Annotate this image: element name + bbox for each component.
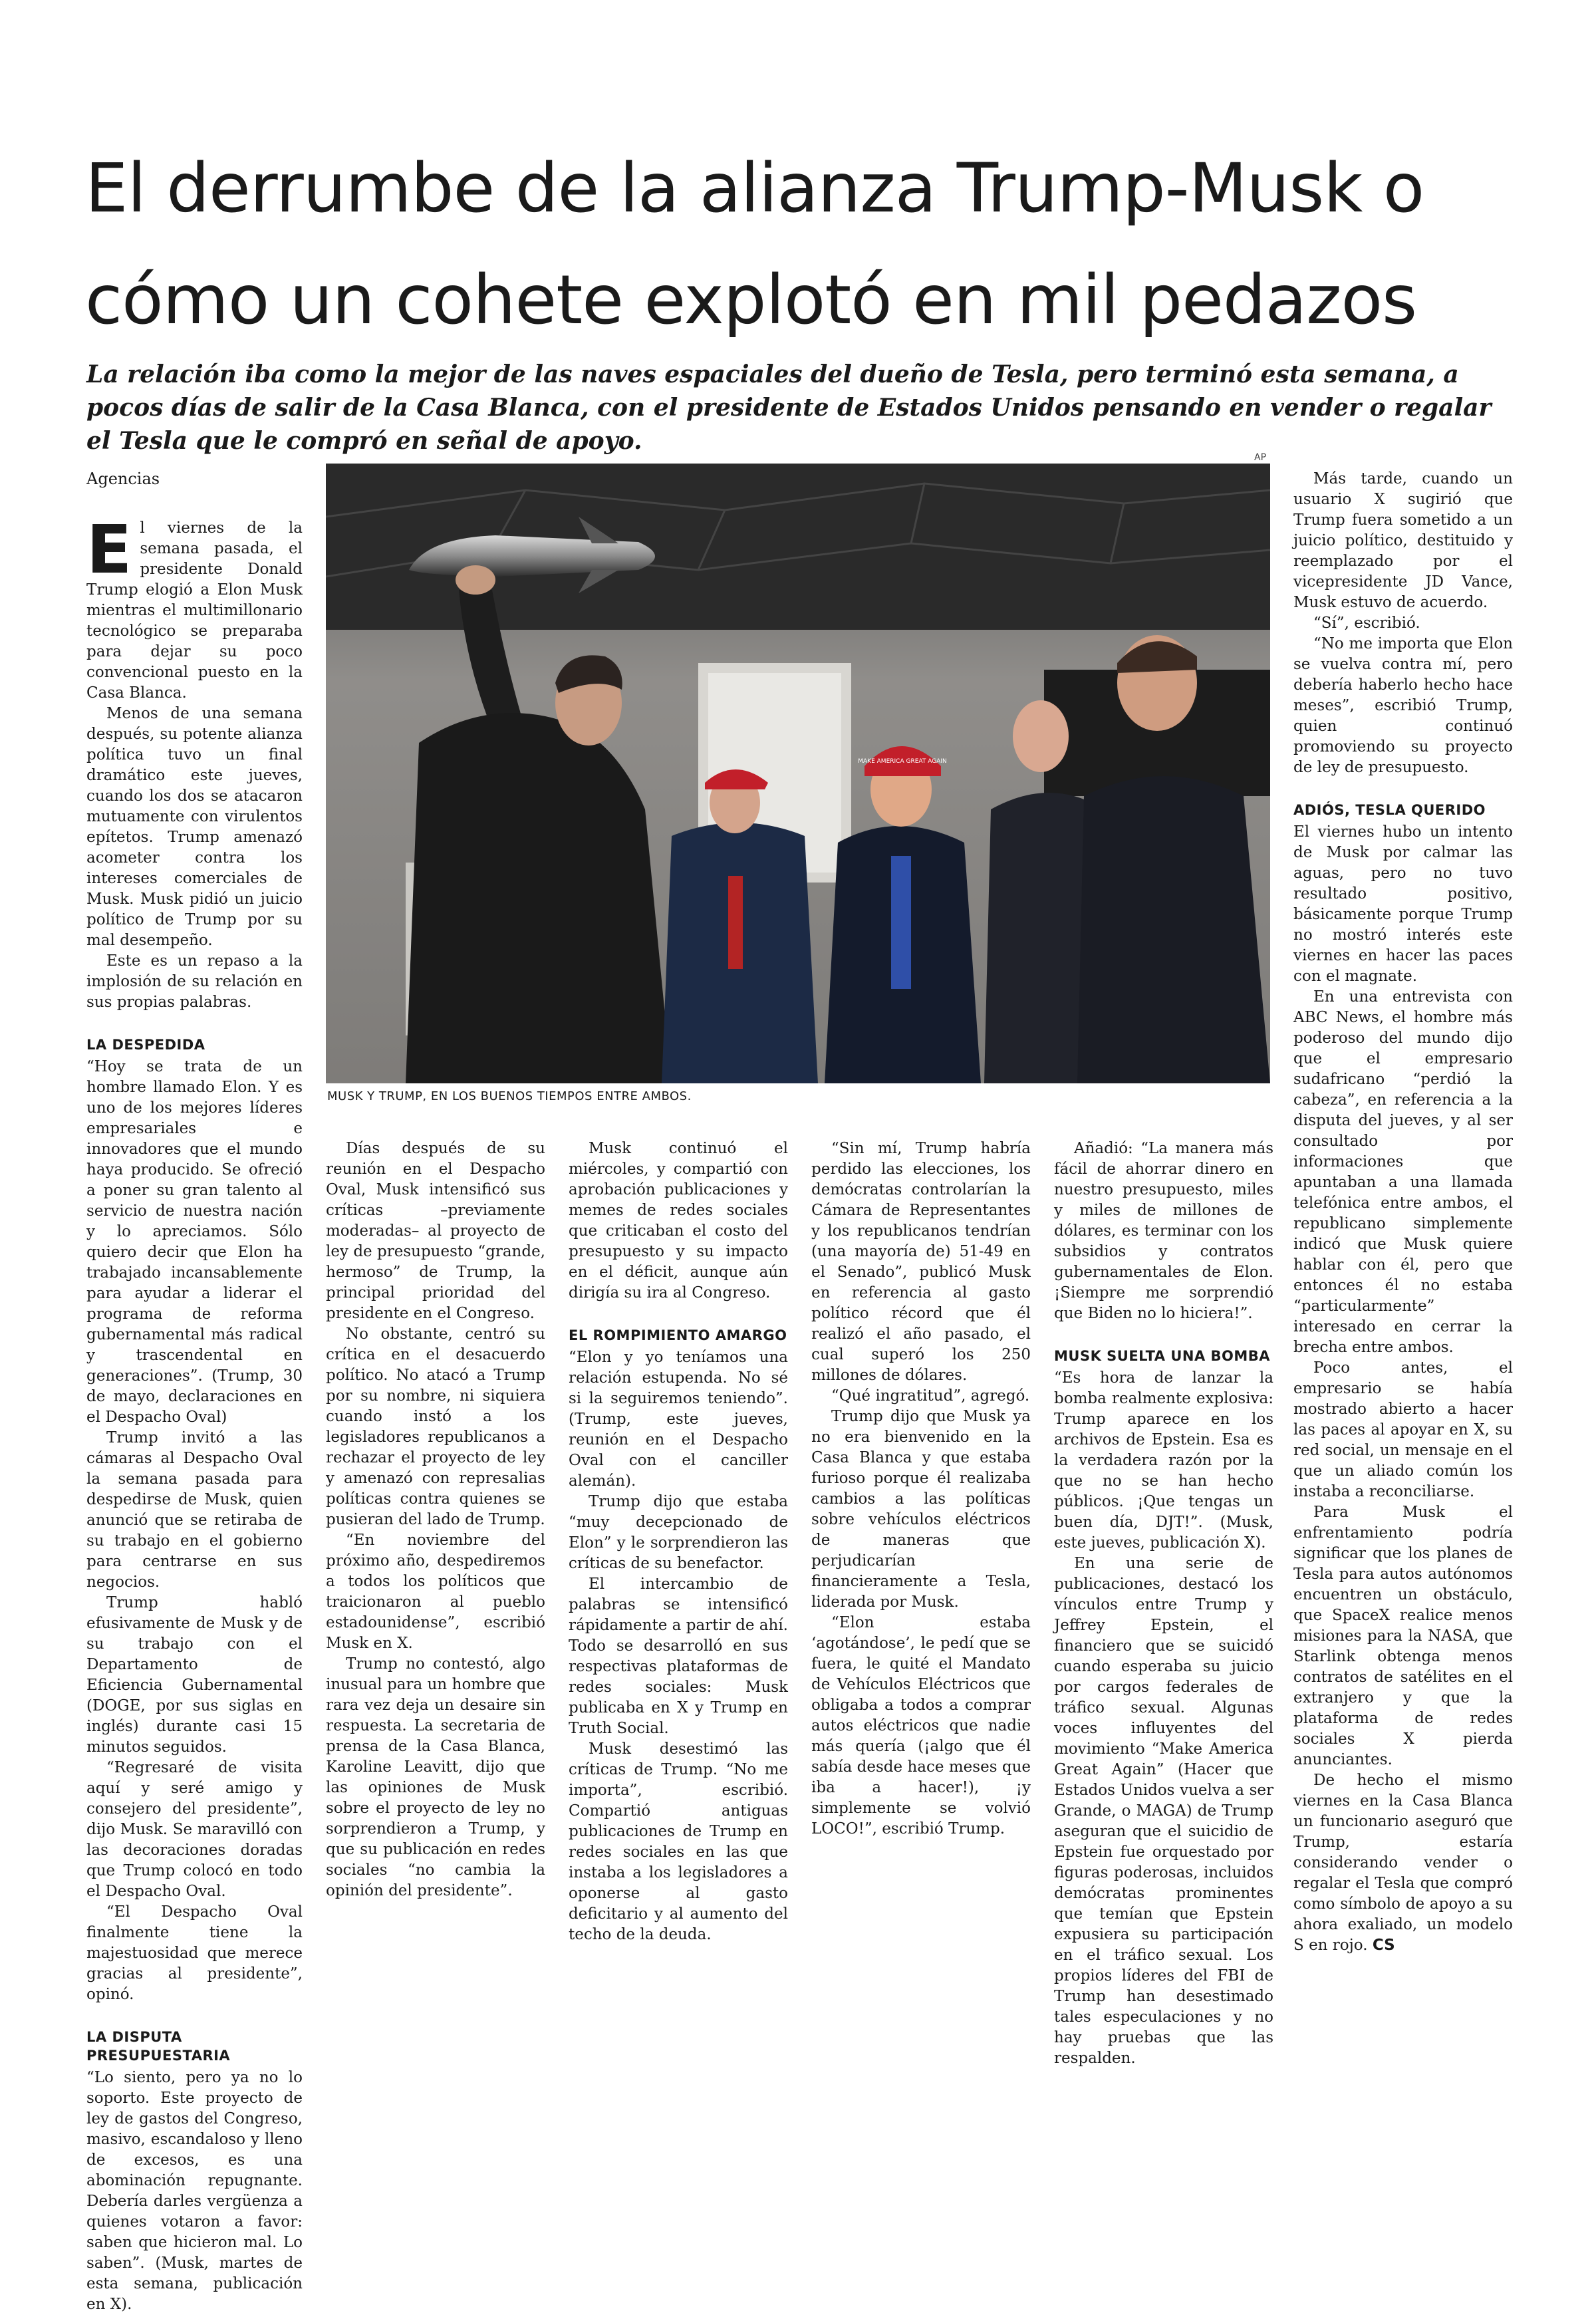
paragraph: El viernes hubo un intento de Musk por calmar las aguas, pero no tuvo resultado positivo, básicamente porque Trump no mostró interés este viernes en hacer las paces con el magnate. (1293, 823, 1513, 985)
final-paragraph (1293, 1770, 1513, 1956)
dropcap: E (86, 511, 132, 589)
paragraph: Añadió: “La manera más fácil de ahorrar dinero en nuestro presupuesto, miles y miles de millones de dólares, es terminar con los subsidios y contratos gubernamentales de Elon. ¡Siempre me sorprendió que Biden no lo hiciera!”. (1054, 1140, 1273, 1322)
photo-musk-trump (326, 464, 1270, 1083)
paragraph: Para Musk el enfrentamiento podría significar que los planes de Tesla para autos autónomos encuentren un obstáculo, que SpaceX realice menos misiones para la NASA, que Starlink obtenga menos contratos de satélites en el extranjero y que la plataforma de redes sociales X pierda anunciantes. (1293, 1504, 1513, 1768)
photo-caption: MUSK Y TRUMP, EN LOS BUENOS TIEMPOS ENTRE AMBOS. (327, 1089, 692, 1103)
final-text: De hecho el mismo viernes en la Casa Blanca un funcionario aseguró que Trump, estaría considerando vender o regalar el Tesla que compró como símbolo de apoyo a su ahora exaliado, un modelo S en rojo. (1293, 1772, 1513, 1954)
paragraph: Trump dijo que estaba “muy decepcionado de Elon” y le sorprendieron las críticas de su benefactor. (569, 1493, 788, 1572)
paragraph: En una serie de publicaciones, destacó los vínculos entre Trump y Jeffrey Epstein, el financiero que se suicidó cuando esperaba su juicio por cargos federales de tráfico sexual. Algunas voces influyentes del movimiento “Make America Great Again” (Hacer que Estados Unidos vuelva a ser Grande, o MAGA) de Trump aseguran que el suicidio de Epstein fue orquestado por figuras poderosas, incluidos demócratas prominentes que temían que Epstein expusiera su participación en el tráfico sexual. Los propios líderes del FBI de Trump han desestimado tales especulaciones y no hay pruebas que las respalden. (1054, 1555, 1273, 2067)
paragraph: Menos de una semana después, su potente alianza política tuvo un final dramático este jueves, cuando los dos se atacaron mutuamente con virulentos epítetos. Trump amenazó acometer contra los intereses comerciales de Musk. Musk pidió un juicio político de Trump por su mal desempeño. (86, 705, 303, 949)
paragraph: Poco antes, el empresario se había mostrado abierto a hacer las paces al apoyar en X, su red social, un mensaje en el que un aliado común los instaba a reconciliarse. (1293, 1359, 1513, 1500)
paragraph: En una entrevista con ABC News, el hombre más poderoso del mundo dijo que el empresario sudafricano “perdió la cabeza”, en referencia a la disputa del jueves, y al ser consultado por informaciones que apuntaban a una llamada telefónica entre ambos, el republicano simplemente indicó que Musk quiere hablar con él, pero que entonces él no estaba “particularmente” interesado en cerrar la brecha entre ambos. (1293, 988, 1513, 1356)
paragraph: “Regresaré de visita aquí y seré amigo y consejero del presidente”, dijo Musk. Se maravilló con las decoraciones doradas que Trump colocó en todo el Despacho Oval. (86, 1759, 303, 1900)
column-3 (569, 1139, 788, 1943)
paragraph: “Lo siento, pero ya no lo soporto. Este proyecto de ley de gastos del Congreso, masivo, escandaloso y lleno de excesos, es una abominación repugnante. Debería darles vergüenza a quienes votaron a favor: saben que hicieron mal. Lo saben”. (Musk, martes de esta semana, publicación en X). (86, 2069, 303, 2313)
paragraph: “Elon estaba ‘agotándose’, le pedí que se fuera, le quité el Mandato de Vehículos Eléctricos que obligaba a todos a comprar autos eléctricos que nadie más quería (¡algo que él sabía desde hace meses que iba a hacer!), ¡y simplemente se volvió LOCO!”, escribió Trump. (811, 1614, 1031, 1838)
hand (456, 565, 495, 595)
paragraph: Musk continuó el miércoles, y compartió con aprobación publicaciones y memes de redes sociales que criticaban el costo del presupuesto y su impacto en el déficit, aunque aún dirigía su ira al Congreso. (569, 1140, 788, 1301)
man-face (1013, 700, 1069, 772)
subhead-disputa: LA DISPUTA PRESUPUESTARIA (86, 2029, 231, 2064)
paragraph: “Qué ingratitud”, agregó. (831, 1387, 1030, 1405)
paragraph: Días después de su reunión en el Despacho Oval, Musk intensificó sus críticas –previamente moderadas– al proyecto de ley de presupuesto “grande, hermoso” de Trump, la principal prioridad del presidente en el Congreso. (326, 1140, 545, 1322)
trump-tie (891, 856, 911, 989)
paragraph: “No me importa que Elon se vuelva contra mí, pero debería haberlo hecho hace meses”, escribió Trump, quien continuó promoviendo su proyecto de ley de presupuesto. (1293, 635, 1513, 776)
headline: El derrumbe de la alianza Trump-Musk o cómo un cohete explotó en mil pedazos (85, 149, 1424, 340)
paragraph: Trump dijo que Musk ya no era bienvenido en la Casa Blanca y que estaba furioso porque él realizaba cambios a las políticas sobre vehículos eléctricos de maneras que perjudicarían financieramente a Tesla, liderada por Musk. (811, 1408, 1031, 1611)
end-mark: CS (1372, 1937, 1395, 1954)
paragraph: Musk desestimó las críticas de Trump. “No me importa”, escribió. Compartió antiguas publicaciones de Trump en redes sociales en las que instaba a los legisladores a oponerse al gasto deficitario y al aumento del techo de la deuda. (569, 1740, 788, 1943)
paragraph: Trump no contestó, algo inusual para un hombre que rara vez deja un desaire sin respuesta. La secretaria de prensa de la Casa Blanca, Karoline Leavitt, dijo que las opiniones de Musk sobre el proyecto de ley no sorprendieron a Trump, y que su publicación en redes sociales “no cambia la opinión del presidente”. (326, 1655, 545, 1899)
column-5 (1054, 1139, 1273, 2067)
lead-paragraph (86, 511, 303, 704)
paragraph: “Hoy se trata de un hombre llamado Elon. Y es uno de los mejores líderes empresariales e innovadores que el mundo haya producido. Se ofreció a poner su gran talento al servicio de nuestra nación y lo apreciamos. Sólo quiero decir que Elon ha trabajado incansablemente para ayudar a liderar el programa de reforma gubernamental más radical y trascendental en generaciones”. (Trump, 30 de mayo, declaraciones en el Despacho Oval) (86, 1058, 303, 1426)
paragraph: “Elon y yo teníamos una relación estupenda. No sé si la seguiremos teniendo”. (Trump, este jueves, reunión en el Despacho Oval con el canciller alemán). (569, 1349, 788, 1490)
cap-slogan: MAKE AMERICA GREAT AGAIN (858, 758, 947, 765)
paragraph: No obstante, centró su crítica en el desacuerdo político. No atacó a Trump por su nombre, ni siquiera cuando instó a los legisladores republicanos a rechazar el proyecto de ley y amenazó con represalias políticas contra quienes se pusieran del lado de Trump. (326, 1325, 545, 1528)
aide-tie (728, 876, 743, 969)
paragraph: Más tarde, cuando un usuario X sugirió que Trump fuera sometido a un juicio político, destituido y reemplazado por el vicepresidente JD Vance, Musk estuvo de acuerdo. (1293, 470, 1513, 611)
column-1 (86, 469, 303, 2313)
lead-text: l viernes de la semana pasada, el presidente Donald Trump elogió a Elon Musk mientras el multimillonario tecnológico se preparaba para dejar su poco convencional puesto en la Casa Blanca. (86, 519, 303, 702)
paragraph: El intercambio de palabras se intensificó rápidamente a partir de ahí. Todo se desarrolló en sus respectivas plataformas de redes sociales: Musk publicaba en X y Trump en Truth Social. (569, 1575, 788, 1737)
column-2 (326, 1139, 545, 1903)
column-6 (1293, 469, 1513, 1954)
column-4 (811, 1139, 1031, 1903)
subhead-despedida: LA DESPEDIDA (86, 1037, 205, 1053)
subhead-rompimiento: EL ROMPIMIENTO AMARGO (569, 1327, 787, 1343)
paragraph: “Sí”, escribió. (1313, 614, 1420, 632)
subhead-adios: ADIÓS, TESLA QUERIDO (1293, 802, 1486, 818)
photo-credit: AP (1254, 452, 1267, 463)
paragraph: “Es hora de lanzar la bomba realmente explosiva: Trump aparece en los archivos de Epstein. Esa es la verdadera razón por la que no se han hecho públicos. ¡Que tengas un buen día, DJT!”. (Musk, este jueves, publicación X). (1054, 1369, 1273, 1552)
paragraph: Este es un repaso a la implosión de su relación en sus propias palabras. (86, 952, 303, 1011)
paragraph: Trump invitó a las cámaras al Despacho Oval la semana pasada para despedirse de Musk, quien anunció que se retiraba de su trabajo en el gobierno para centrarse en sus negocios. (86, 1429, 303, 1591)
standfirst: La relación iba como la mejor de las naves espaciales del dueño de Tesla, pero terminó esta semana, a pocos días de salir de la Casa Blanca, con el presidente de Estados Unidos pensando en vender o regalar el Tesla que le compró en señal de apoyo. (86, 360, 1492, 455)
paragraph: “Sin mí, Trump habría perdido las elecciones, los demócratas controlarían la Cámara de Representantes y los republicanos tendrían (una mayoría de) 51-49 en el Senado”, publicó Musk en referencia al gasto político récord que él realizó el año pasado, el cual superó los 250 millones de dólares. (811, 1140, 1031, 1384)
man-suit-right (1077, 776, 1270, 1083)
paragraph: “El Despacho Oval finalmente tiene la majestuosidad que merece gracias al presidente”, opinó. (86, 1903, 303, 2003)
subhead-bomba: MUSK SUELTA UNA BOMBA (1054, 1348, 1271, 1364)
paragraph: “En noviembre del próximo año, despediremos a todos los políticos que traicionaron al pueblo estadounidense”, escribió Musk en X. (326, 1532, 545, 1652)
paragraph: Trump habló efusivamente de Musk y de su trabajo con el Departamento de Eficiencia Gubernamental (DOGE, por sus siglas en inglés) durante casi 15 minutos seguidos. (86, 1594, 303, 1756)
byline: Agencias (86, 470, 160, 488)
